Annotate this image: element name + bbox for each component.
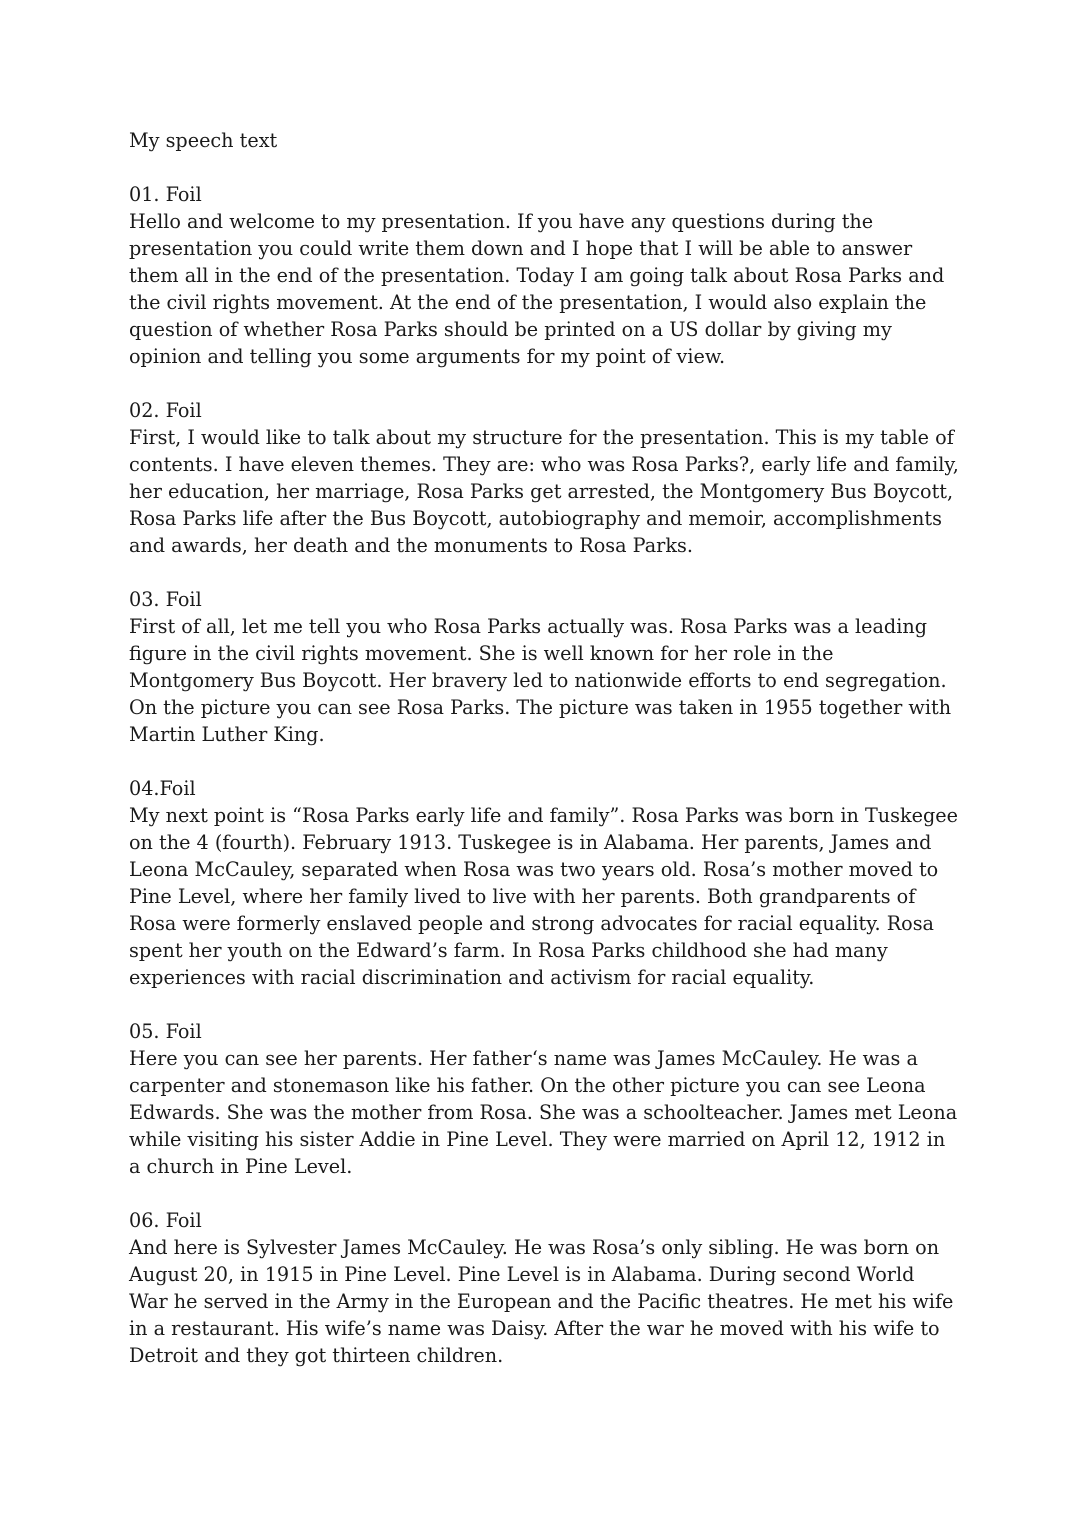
section-body: And here is Sylvester James McCauley. He was Rosa’s only sibling. He was born on August 20, in 1915 in Pine Level. Pine Level is in Alabama. During second World War he served in the Army in the European and the Pacific theatres. He met his wife in a restaurant. His wife’s name was Daisy. After the war he moved with his wife to Detroit and they got thirteen children. xyxy=(129,1236,954,1367)
section-heading: 04.Foil xyxy=(129,777,196,800)
section-heading: 02. Foil xyxy=(129,399,202,422)
section-foil-06 xyxy=(129,1207,959,1369)
section-foil-05 xyxy=(129,1018,959,1180)
section-body: Here you can see her parents. Her father‘s name was James McCauley. He was a carpenter and stonemason like his father. On the other picture you can see Leona Edwards. She was the mother from Rosa. She was a schoolteacher. James met Leona while visiting his sister Addie in Pine Level. They were married on April 12, 1912 in a church in Pine Level. xyxy=(129,1047,958,1178)
section-foil-04 xyxy=(129,775,959,991)
section-body: My next point is “Rosa Parks early life and family”. Rosa Parks was born in Tuskegee on the 4 (fourth). February 1913. Tuskegee is in Alabama. Her parents, James and Leona McCauley, separated when Rosa was two years old. Rosa’s mother moved to Pine Level, where her family lived to live with her parents. Both grandparents of Rosa were formerly enslaved people and strong advocates for racial equality. Rosa spent her youth on the Edward’s farm. In Rosa Parks childhood she had many experiences with racial discrimination and activism for racial equality. xyxy=(129,804,958,989)
section-heading: 03. Foil xyxy=(129,588,202,611)
section-heading: 01. Foil xyxy=(129,183,202,206)
document-content xyxy=(129,127,959,1396)
section-body: First of all, let me tell you who Rosa Parks actually was. Rosa Parks was a leading figure in the civil rights movement. She is well known for her role in the Montgomery Bus Boycott. Her bravery led to nationwide efforts to end segregation. On the picture you can see Rosa Parks. The picture was taken in 1955 together with Martin Luther King. xyxy=(129,615,952,746)
document-title: My speech text xyxy=(129,129,278,152)
section-foil-02 xyxy=(129,397,959,559)
section-heading: 05. Foil xyxy=(129,1020,202,1043)
section-body: First, I would like to talk about my structure for the presentation. This is my table of contents. I have eleven themes. They are: who was Rosa Parks?, early life and family, her education, her marriage, Rosa Parks get arrested, the Montgomery Bus Boycott, Rosa Parks life after the Bus Boycott, autobiography and memoir, accomplishments and awards, her death and the monuments to Rosa Parks. xyxy=(129,426,959,557)
section-heading: 06. Foil xyxy=(129,1209,202,1232)
section-foil-01 xyxy=(129,181,959,370)
section-body: Hello and welcome to my presentation. If you have any questions during the presentation you could write them down and I hope that I will be able to answer them all in the end of the presentation. Today I am going talk about Rosa Parks and the civil rights movement. At the end of the presentation, I would also explain the question of whether Rosa Parks should be printed on a US dollar by giving my opinion and telling you some arguments for my point of view. xyxy=(129,210,945,368)
section-foil-03 xyxy=(129,586,959,748)
